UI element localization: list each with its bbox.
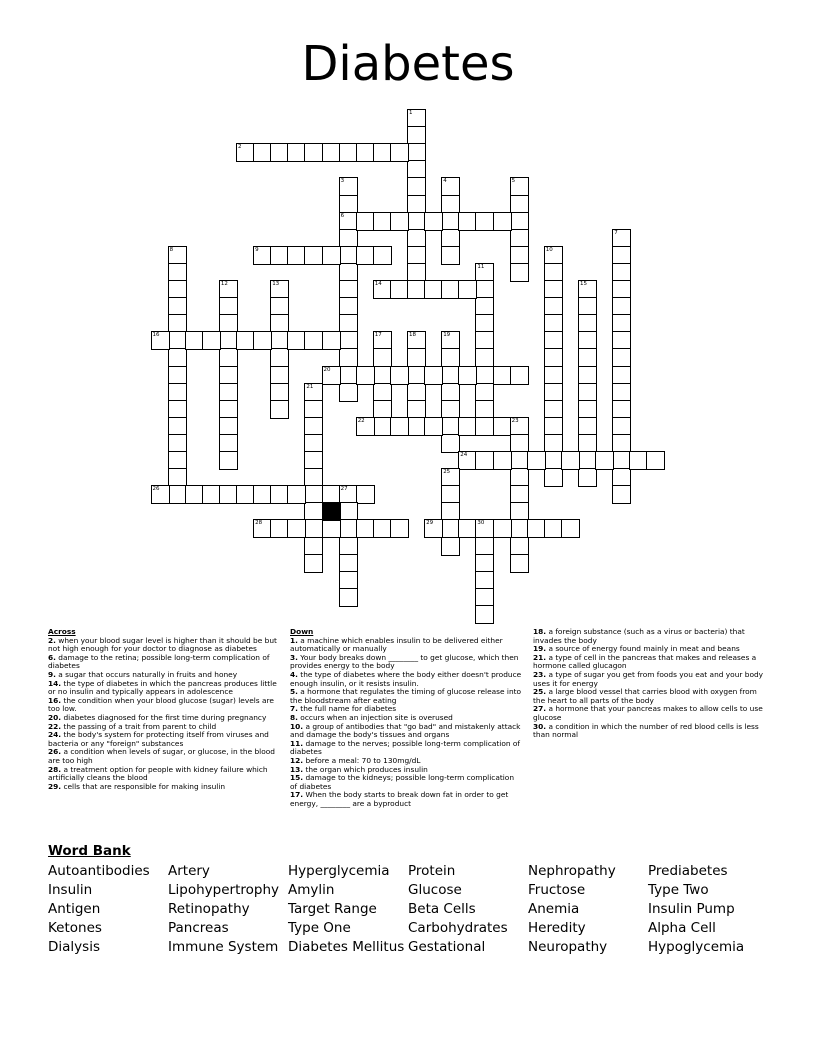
crossword-cell[interactable] <box>390 212 409 231</box>
crossword-cell[interactable] <box>202 331 221 350</box>
crossword-cell[interactable] <box>458 366 477 385</box>
word-bank-item: Prediabetes <box>648 863 728 879</box>
crossword-cell[interactable] <box>390 143 409 162</box>
crossword-cell[interactable] <box>373 246 392 265</box>
down-clue <box>533 688 765 705</box>
down-heading: Down <box>290 627 314 636</box>
cell-number: 8 <box>169 246 174 253</box>
clue-text: a source of energy found mainly in meat and beans <box>546 644 740 654</box>
clue-text: damage to the nerves; possible long-term complication of diabetes <box>290 738 521 757</box>
clue-text: the condition when your blood glucose (sugar) levels are too low. <box>48 695 274 714</box>
cell-number: 29 <box>426 520 434 527</box>
cell-number: 7 <box>614 229 618 236</box>
clue-number: 4. <box>290 669 298 679</box>
cell-number: 4 <box>443 178 447 185</box>
word-bank-item: Anemia <box>528 901 580 917</box>
crossword-cell[interactable] <box>339 588 358 607</box>
cell-number: 30 <box>477 520 485 527</box>
clue-text: before a meal: 70 to 130mg/dL <box>303 755 421 765</box>
clue-number: 11. <box>290 738 304 748</box>
clue-text: the type of diabetes in which the pancreas produces little or no insulin and typically appears in adolescence <box>48 678 277 697</box>
cell-number: 13 <box>272 281 280 287</box>
crossword-cell[interactable] <box>493 519 512 538</box>
crossword-cell[interactable] <box>390 519 409 538</box>
down-clue <box>533 723 765 740</box>
clue-number: 12. <box>290 755 304 765</box>
word-bank-item: Carbohydrates <box>408 920 508 936</box>
clue-number: 19. <box>533 644 547 654</box>
clue-number: 27. <box>533 704 547 714</box>
down-clue <box>290 688 522 705</box>
across-clue <box>48 637 280 654</box>
clue-number: 22. <box>48 721 62 731</box>
across-clue <box>48 766 280 783</box>
crossword-cell[interactable] <box>441 537 460 556</box>
crossword-cell[interactable] <box>356 485 375 504</box>
down-clue-list <box>290 637 522 809</box>
clue-text: diabetes diagnosed for the first time during pregnancy <box>61 712 267 722</box>
clue-text: the type of diabetes where the body either doesn't produce enough insulin, or it resists insulin. <box>290 669 522 688</box>
crossword-cell[interactable] <box>527 451 546 470</box>
crossword-cell[interactable] <box>151 485 170 504</box>
down-clue <box>290 774 522 791</box>
cell-number: 14 <box>374 281 382 287</box>
clue-text: cells that are responsible for making insulin <box>61 781 226 791</box>
word-bank-item: Pancreas <box>168 920 229 936</box>
down-clue <box>290 791 522 808</box>
word-bank-item: Hypoglycemia <box>648 939 745 955</box>
down-clue <box>290 654 522 671</box>
down-clue <box>290 723 522 740</box>
crossword-cell[interactable] <box>322 331 341 350</box>
clue-number: 13. <box>290 764 304 774</box>
crossword-cell[interactable] <box>510 263 529 282</box>
clue-number: 16. <box>48 695 62 705</box>
cell-number: 15 <box>580 281 587 287</box>
clue-number: 18. <box>533 627 547 636</box>
cell-number: 12 <box>220 281 228 287</box>
across-clues-column <box>48 628 280 791</box>
crossword-cell[interactable] <box>390 417 409 436</box>
crossword-cell[interactable] <box>544 468 563 487</box>
clue-number: 9. <box>48 669 56 679</box>
word-bank-item: Immune System <box>168 939 279 955</box>
clue-text: damage to the kidneys; possible long-term complication of diabetes <box>290 773 515 791</box>
down-clues-column-continued <box>533 628 765 740</box>
word-bank-item: Neuropathy <box>528 939 608 955</box>
clue-number: 1. <box>290 635 298 645</box>
clue-text: a condition in which the number of red blood cells is less than normal <box>533 721 759 740</box>
cell-number: 22 <box>357 417 365 424</box>
clue-number: 14. <box>48 678 62 688</box>
cell-number: 18 <box>409 332 416 339</box>
cell-number: 5 <box>511 178 516 185</box>
clue-text: a condition when levels of sugar, or glucose, in the blood are too high <box>48 747 275 765</box>
word-bank-item: Amylin <box>288 882 335 898</box>
word-bank-item: Beta Cells <box>408 901 476 917</box>
word-bank-item: Artery <box>168 863 210 879</box>
cell-number: 16 <box>152 332 160 339</box>
crossword-cell[interactable] <box>493 212 512 231</box>
across-heading: Across <box>48 627 76 636</box>
clue-text: a hormone that regulates the timing of glucose release into the bloodstream after eating <box>290 687 522 705</box>
cell-number: 9 <box>255 246 259 253</box>
crossword-cell[interactable] <box>270 400 289 419</box>
cell-number: 6 <box>340 212 345 219</box>
down-clue <box>533 654 765 671</box>
down-clue <box>533 705 765 722</box>
crossword-cell[interactable] <box>578 468 597 487</box>
clue-number: 25. <box>533 687 547 697</box>
crossword-cell[interactable] <box>595 451 614 470</box>
cell-number: 20 <box>323 366 331 373</box>
crossword-cell[interactable] <box>322 246 341 265</box>
clue-text: the body's system for protecting itself from viruses and bacteria or any "foreign" substances <box>48 730 269 748</box>
crossword-cell[interactable] <box>510 554 529 573</box>
crossword-cell[interactable] <box>390 366 409 385</box>
across-clue <box>48 654 280 671</box>
crossword-cell[interactable] <box>561 451 580 470</box>
crossword-cell[interactable] <box>424 417 443 436</box>
clue-text: a type of cell in the pancreas that makes and releases a hormone called glucagon <box>533 652 757 671</box>
clue-text: When the body starts to break down fat in order to get energy, ________ are a byproduct <box>290 790 509 808</box>
clue-number: 7. <box>290 704 298 714</box>
word-bank-item: Hyperglycemia <box>288 863 390 879</box>
word-bank-item: Target Range <box>288 901 377 917</box>
crossword-cell[interactable] <box>458 280 477 299</box>
crossword-cell[interactable] <box>322 519 341 538</box>
clue-number: 10. <box>290 721 304 731</box>
cell-number: 26 <box>152 486 160 493</box>
cell-number: 10 <box>545 246 553 253</box>
crossword-cell[interactable] <box>561 519 580 538</box>
clue-number: 28. <box>48 764 62 774</box>
clue-text: a treatment option for people with kidney failure which artificially cleans the blood <box>48 764 268 783</box>
cell-number: 17 <box>374 332 382 339</box>
clue-number: 20. <box>48 712 62 722</box>
cell-number: 23 <box>511 417 519 424</box>
clue-text: a sugar that occurs naturally in fruits and honey <box>55 669 238 679</box>
word-bank-item: Nephropathy <box>528 863 616 879</box>
word-bank-item: Autoantibodies <box>48 863 150 879</box>
clue-text: when your blood sugar level is higher than it should be but not high enough for your doctor to diagnose as diabetes <box>48 635 277 654</box>
clue-text: the full name for diabetes <box>297 704 397 714</box>
crossword-cell[interactable] <box>475 605 494 624</box>
word-bank-item: Heredity <box>528 920 586 936</box>
crossword-cell[interactable] <box>304 554 323 573</box>
clue-number: 21. <box>533 652 547 662</box>
clue-number: 6. <box>48 652 56 662</box>
crossword-cell[interactable] <box>287 519 306 538</box>
across-clue-list <box>48 637 280 792</box>
clue-number: 29. <box>48 781 62 791</box>
cell-number: 21 <box>306 383 314 390</box>
clue-number: 30. <box>533 721 547 731</box>
puzzle-title: Diabetes <box>301 36 515 92</box>
crossword-cell[interactable] <box>356 366 375 385</box>
cell-number: 19 <box>443 332 451 339</box>
cell-number: 1 <box>409 110 413 116</box>
clue-text: a group of antibodies that "go bad" and mistakenly attack and damage the body's tissues and organs <box>290 721 521 740</box>
cell-number: 3 <box>340 178 345 185</box>
clue-number: 17. <box>290 790 304 800</box>
crossword-cell[interactable] <box>151 331 170 350</box>
word-bank-item: Dialysis <box>48 939 100 955</box>
clue-text: the passing of a trait from parent to child <box>61 721 217 731</box>
cell-number: 28 <box>255 520 263 527</box>
word-bank-item: Antigen <box>48 901 101 917</box>
cell-number: 2 <box>238 144 242 151</box>
down-clue <box>533 628 765 645</box>
word-bank-item: Fructose <box>528 882 586 898</box>
word-bank-item: Type Two <box>648 882 709 898</box>
clue-number: 15. <box>290 773 304 783</box>
clue-number: 3. <box>290 652 298 662</box>
crossword-cell[interactable] <box>424 519 443 538</box>
crossword-cell[interactable] <box>612 485 631 504</box>
crossword-cell[interactable] <box>441 246 460 265</box>
word-bank-item: Ketones <box>48 920 102 936</box>
clue-number: 24. <box>48 730 62 740</box>
crossword-cell[interactable] <box>219 451 238 470</box>
clue-text: a type of sugar you get from foods you eat and your body uses it for energy <box>533 669 764 688</box>
down-clue <box>290 671 522 688</box>
crossword-cell[interactable] <box>510 366 529 385</box>
crossword-cell[interactable] <box>493 451 512 470</box>
across-clue <box>48 748 280 765</box>
down-clue <box>290 637 522 654</box>
word-bank-item: Diabetes Mellitus <box>288 939 405 955</box>
clue-text: a hormone that your pancreas makes to allow cells to use glucose <box>533 704 763 722</box>
crossword-cell[interactable] <box>356 417 375 436</box>
across-clue <box>48 697 280 714</box>
clue-text: a large blood vessel that carries blood with oxygen from the heart to all parts of the body <box>533 687 757 705</box>
word-bank-item: Type One <box>288 920 351 936</box>
down-clues-column <box>290 628 522 808</box>
clue-number: 2. <box>48 635 56 645</box>
clue-number: 23. <box>533 669 547 679</box>
clue-text: occurs when an injection site is overused <box>297 712 453 722</box>
clue-number: 8. <box>290 712 298 722</box>
down-clue <box>290 740 522 757</box>
word-bank-item: Alpha Cell <box>648 920 716 936</box>
crossword-cell[interactable] <box>287 485 306 504</box>
crossword-cell[interactable] <box>322 366 341 385</box>
down-clue-list-continued <box>533 628 765 740</box>
clue-number: 5. <box>290 687 298 697</box>
crossword-cell[interactable] <box>424 366 443 385</box>
word-bank-item: Insulin <box>48 882 93 898</box>
word-bank-item: Gestational <box>408 939 486 955</box>
cell-number: 11 <box>477 263 485 270</box>
word-bank-item: Glucose <box>408 882 462 898</box>
across-clue <box>48 680 280 697</box>
crossword-cell[interactable] <box>253 331 272 350</box>
blocked-cell <box>322 502 341 521</box>
word-bank-item: Protein <box>408 863 456 879</box>
crossword-cell[interactable] <box>424 212 443 231</box>
word-bank-item: Insulin Pump <box>648 901 735 917</box>
clue-text: Your body breaks down ________ to get glucose, which then provides energy to the body <box>290 652 519 671</box>
word-bank-item: Lipohypertrophy <box>168 882 279 898</box>
clue-text: a machine which enables insulin to be delivered either automatically or manually <box>290 635 503 654</box>
crossword-cell[interactable] <box>646 451 665 470</box>
clue-text: the organ which produces insulin <box>303 764 428 774</box>
crossword-cell[interactable] <box>339 383 358 402</box>
cell-number: 27 <box>340 486 348 493</box>
across-clue <box>48 783 280 792</box>
across-clue <box>48 731 280 748</box>
clue-number: 26. <box>48 747 62 757</box>
clue-text: a foreign substance (such as a virus or bacteria) that invades the body <box>533 627 745 645</box>
cell-number: 25 <box>443 469 451 476</box>
cell-number: 24 <box>460 452 468 458</box>
clue-text: damage to the retina; possible long-term complication of diabetes <box>48 652 270 671</box>
word-bank-title: Word Bank <box>48 843 131 859</box>
word-bank-item: Retinopathy <box>168 901 250 917</box>
down-clue <box>533 671 765 688</box>
